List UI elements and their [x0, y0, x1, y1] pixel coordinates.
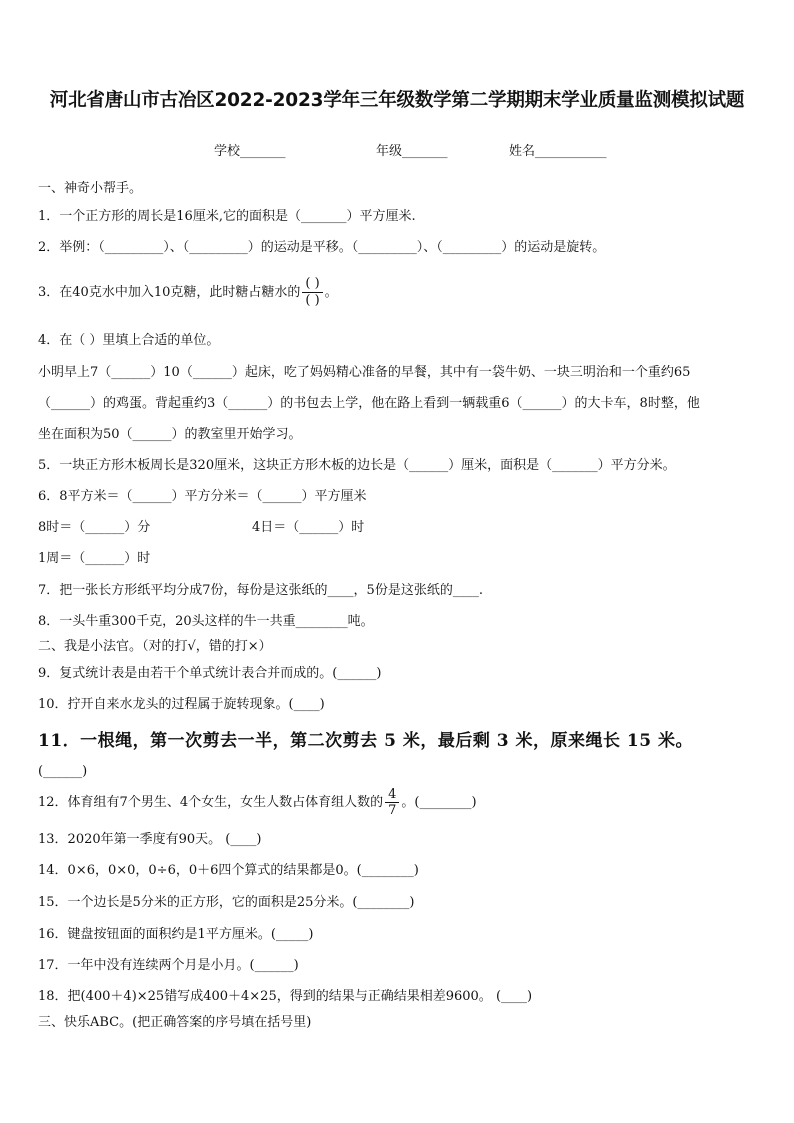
- question-7: 7．把一张长方形纸平均分成7份，每份是这张纸的____，5份是这张纸的____.: [38, 583, 483, 598]
- question-17: 17．一年中没有连续两个月是小月。(______): [38, 958, 299, 973]
- question-6-hours: 8时＝（______）分: [38, 520, 151, 535]
- question-8: 8．一头牛重300千克，20头这样的牛一共重________吨。: [38, 614, 374, 629]
- question-4-line-1: 小明早上7（______）10（______）起床，吃了妈妈精心准备的早餐，其中有一袋牛奶、一块三明治和一个重约65: [38, 365, 691, 380]
- question-6: 6．8平方米＝（______）平方分米＝（______）平方厘米: [38, 489, 367, 504]
- name-field: 姓名___________: [509, 144, 607, 159]
- question-11-answer: (______): [38, 764, 88, 779]
- section-2-heading: 二、我是小法官。（对的打√，错的打×）: [38, 639, 272, 654]
- question-9: 9．复式统计表是由若干个单式统计表合并而成的。(______): [38, 666, 382, 681]
- question-3-text: 3．在40克水中加入10克糖，此时糖占糖水的: [38, 285, 301, 300]
- question-10: 10．拧开自来水龙头的过程属于旋转现象。(____): [38, 697, 325, 712]
- question-12-fraction: [385, 787, 399, 818]
- grade-field: 年级_______: [376, 144, 448, 159]
- question-5: 5．一块正方形木板周长是320厘米，这块正方形木板的边长是（______）厘米，面积是（_______）平方分米。: [38, 458, 676, 473]
- section-1-heading: 一、神奇小帮手。: [38, 181, 143, 196]
- question-13: 13．2020年第一季度有90天。 (____): [38, 832, 262, 847]
- fraction-numerator: ( ): [302, 276, 322, 293]
- page-title: 河北省唐山市古冶区2022-2023学年三年级数学第二学期期末学业质量监测模拟试题: [49, 90, 745, 111]
- school-field: 学校_______: [214, 144, 286, 159]
- question-6-days: 4日＝（______）时: [252, 520, 365, 535]
- fraction-denominator: 7: [388, 803, 397, 818]
- question-4-line-2: （______）的鸡蛋。背起重约3（______）的书包去上学，他在路上看到一辆载重6（______）的大卡车，8时整，他: [38, 396, 700, 411]
- question-12-end: 。(________): [401, 795, 477, 810]
- fraction-denominator: ( ): [305, 293, 320, 308]
- question-3-fraction: [302, 276, 322, 309]
- section-3-heading: 三、快乐ABC。(把正确答案的序号填在括号里): [38, 1015, 312, 1030]
- question-12-text: 12．体育组有7个男生、4个女生，女生人数占体育组人数的: [38, 795, 384, 810]
- question-2: 2．举例：（_________）、（_________）的运动是平移。（_________）、（_________）的运动是旋转。: [38, 240, 606, 255]
- question-11: 11．一根绳，第一次剪去一半，第二次剪去 5 米，最后剩 3 米，原来绳长 15 米。: [38, 731, 693, 751]
- question-3: [38, 276, 338, 310]
- question-16: 16．键盘按钮面的面积约是1平方厘米。(_____): [38, 927, 314, 942]
- question-4: 4．在（ ）里填上合适的单位。: [38, 333, 220, 348]
- question-3-end: 。: [324, 285, 338, 300]
- question-4-line-3: 坐在面积为50（______）的教室里开始学习。: [38, 427, 302, 442]
- question-14: 14．0×6，0×0，0÷6，0＋6四个算式的结果都是0。(________): [38, 863, 419, 878]
- fraction-numerator: 4: [385, 787, 399, 803]
- question-6-week: 1周＝（______）时: [38, 551, 151, 566]
- question-12: [38, 786, 477, 820]
- question-15: 15．一个边长是5分米的正方形，它的面积是25分米。(________): [38, 895, 415, 910]
- question-18: 18．把(400＋4)×25错写成400＋4×25，得到的结果与正确结果相差9600。 (____): [38, 989, 533, 1004]
- question-1: 1．一个正方形的周长是16厘米,它的面积是（_______）平方厘米.: [38, 209, 416, 224]
